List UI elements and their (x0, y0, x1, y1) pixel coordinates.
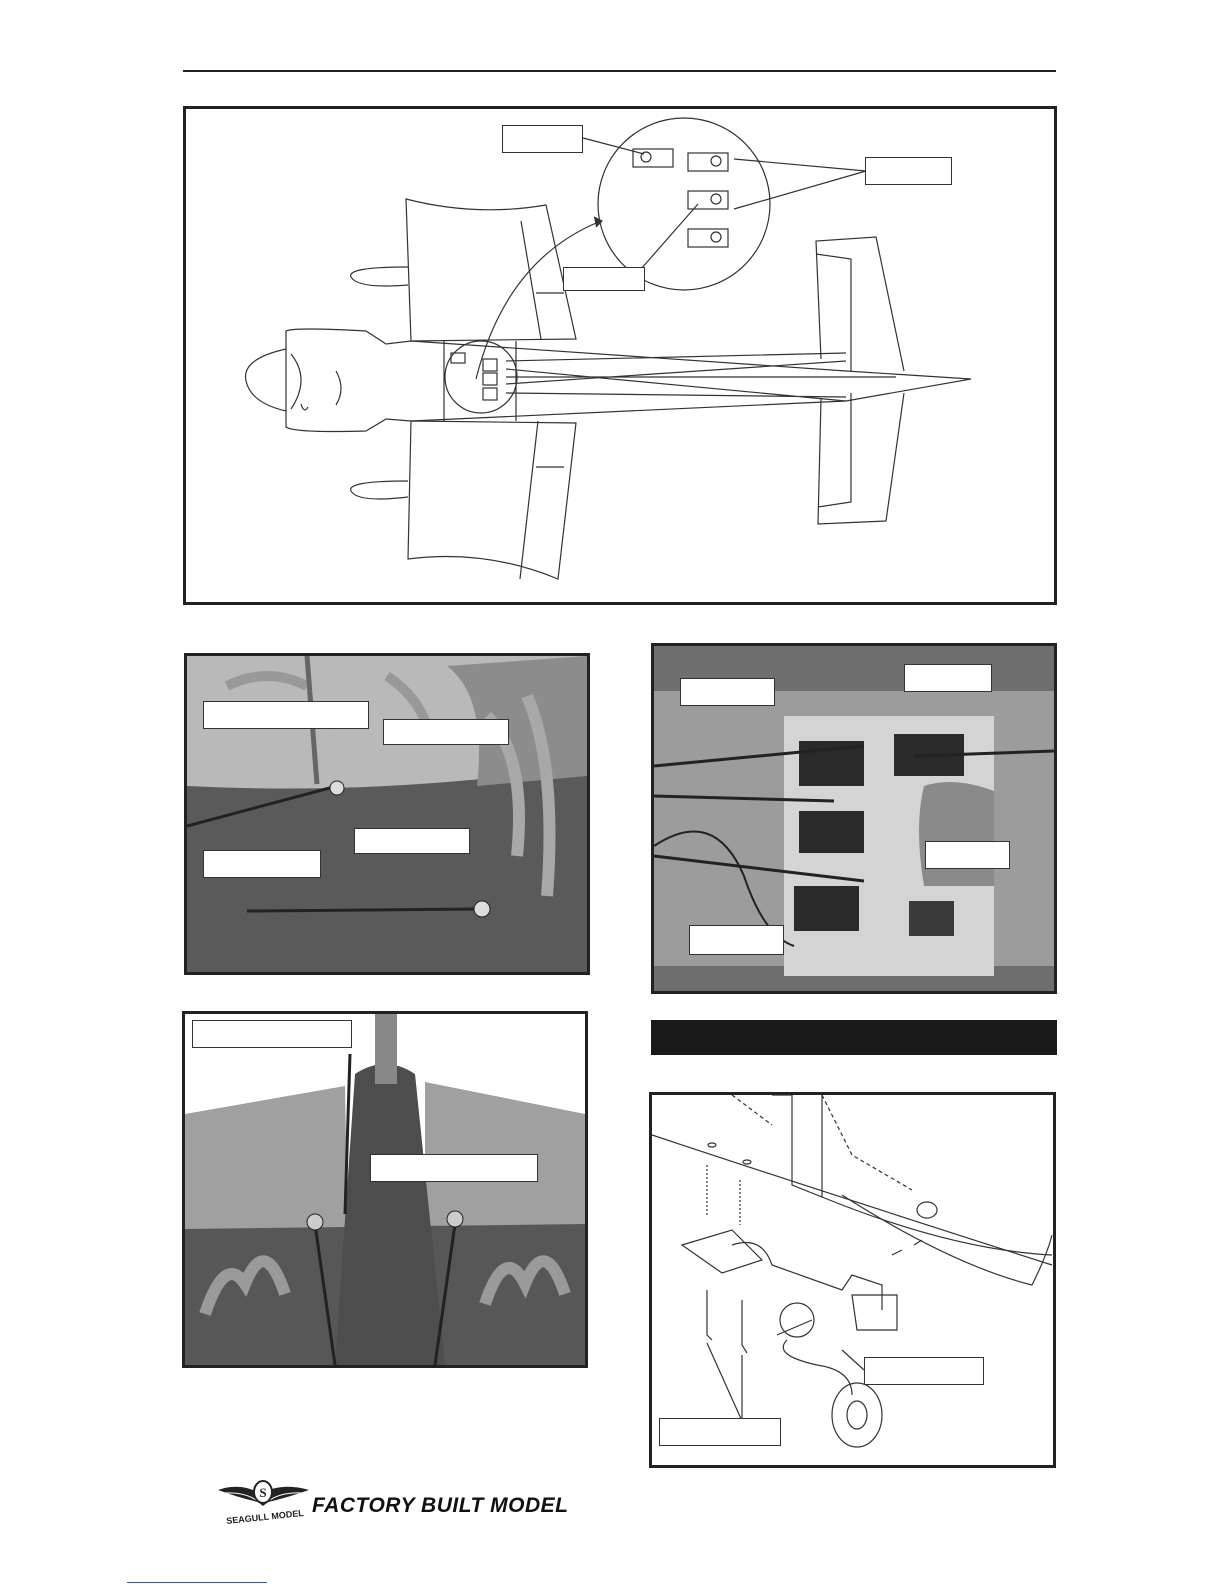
brand-logo (216, 1472, 576, 1532)
tailwheel-exploded-drawing (652, 1095, 1053, 1465)
elevator-linkage-photo (182, 1011, 588, 1368)
rudder-linkage-photo (184, 653, 590, 975)
callout-label (659, 1418, 781, 1446)
callout-label (203, 701, 369, 729)
callout-label (689, 925, 784, 955)
header-rule (183, 70, 1056, 72)
callout-label (925, 841, 1010, 869)
callout-label (383, 719, 509, 745)
callout-label (865, 157, 952, 185)
servo-tray-photo (651, 643, 1057, 994)
callout-label (563, 267, 645, 291)
callout-label (502, 125, 583, 153)
svg-text:S: S (259, 1485, 267, 1500)
factory-built-model-logo-text: FACTORY BUILT MODEL (312, 1494, 569, 1517)
callout-label (370, 1154, 538, 1182)
callout-label (864, 1357, 984, 1385)
footer-divider-line (127, 1582, 267, 1583)
callout-label (203, 850, 321, 878)
airplane-top-view-diagram (183, 106, 1057, 605)
callout-label (192, 1020, 352, 1048)
brand-badge-text: SEAGULL MODEL (225, 1507, 305, 1527)
tailwheel-assembly-diagram (649, 1092, 1056, 1468)
section-header-bar (651, 1020, 1057, 1055)
photo-rendering (185, 1014, 585, 1365)
callout-label (354, 828, 470, 854)
callout-label (680, 678, 775, 706)
callout-label (904, 664, 992, 692)
